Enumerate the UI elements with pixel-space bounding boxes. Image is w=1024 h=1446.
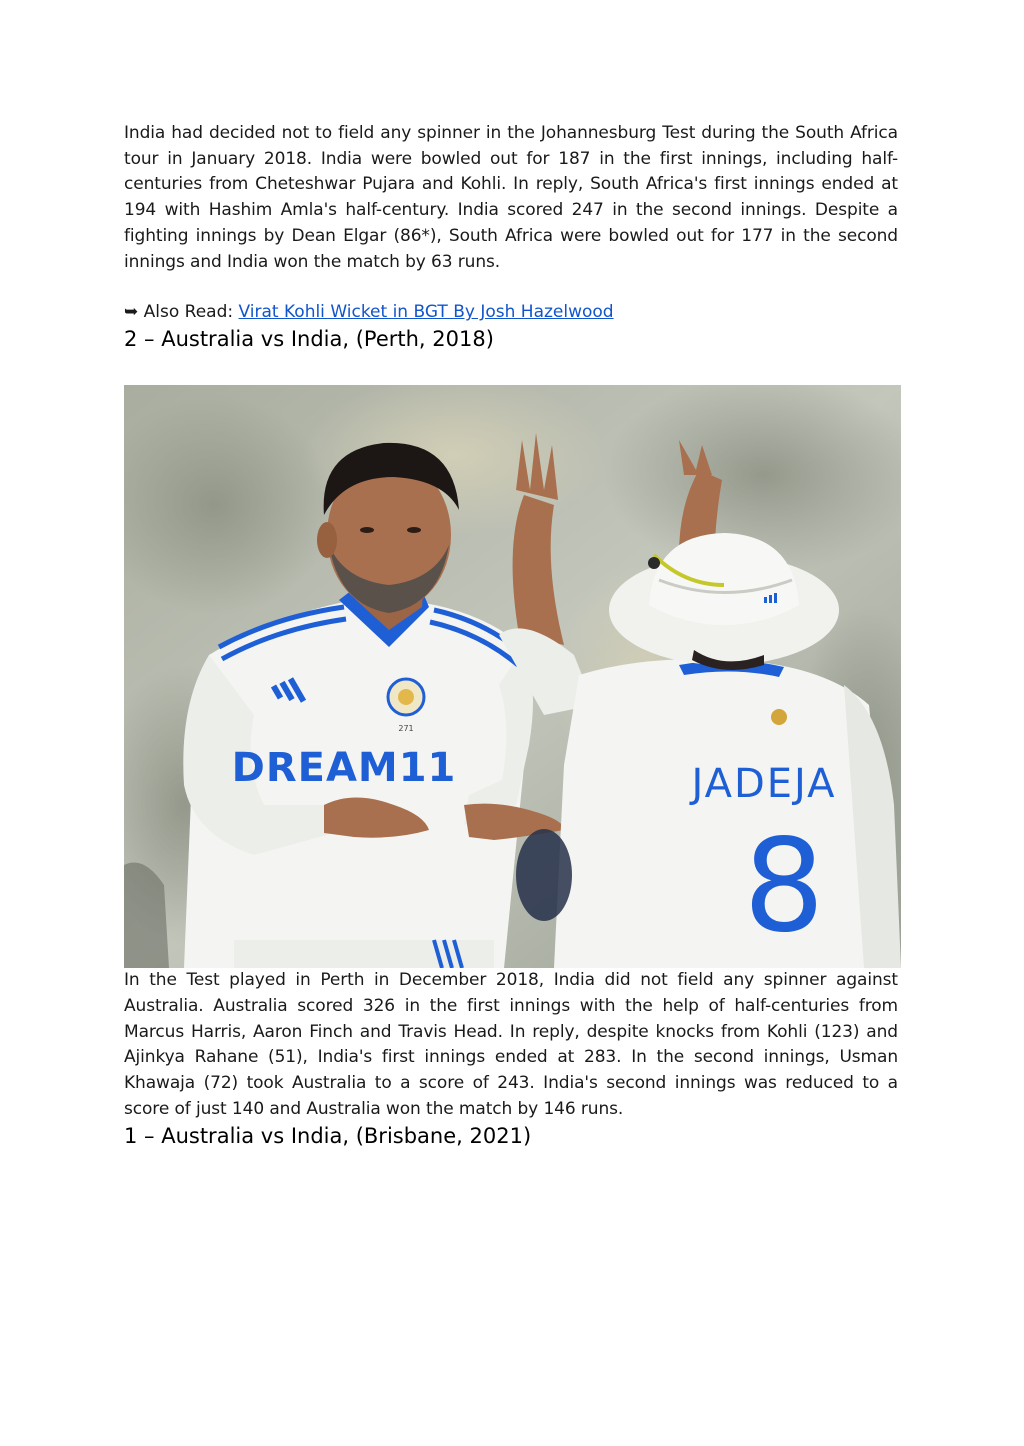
shirt-sponsor-text: DREAM11 bbox=[231, 745, 457, 792]
shirt-number-small: 271 bbox=[398, 724, 414, 734]
also-read-line bbox=[124, 299, 898, 325]
heading-brisbane: 1 – Australia vs India, (Brisbane, 2021) bbox=[124, 1124, 532, 1149]
heading-perth: 2 – Australia vs India, (Perth, 2018) bbox=[124, 327, 494, 352]
paragraph-johannesburg: India had decided not to field any spinner in the Johannesburg Test during the South Africa tour in January 2018. India were bowled out for 187 in the first innings, including half-centuries from Cheteshwar Pujara and Kohli. In reply, South Africa's first innings ended at 194 with Hashim Amla's half-century. India scored 247 in the second innings. Despite a fighting innings by Dean Elgar (86*), South Africa were bowled out for 177 in the second innings and India won the match by 63 runs. bbox=[124, 123, 898, 272]
also-read-label: Also Read: bbox=[143, 302, 234, 323]
back-number-text: 8 bbox=[743, 812, 825, 962]
also-read-link[interactable]: Virat Kohli Wicket in BGT By Josh Hazelwood bbox=[238, 302, 614, 323]
article-photo bbox=[124, 385, 901, 968]
arrow-icon: ➥ bbox=[124, 302, 139, 323]
paragraph-perth: In the Test played in Perth in December 2018, India did not field any spinner against Australia. Australia scored 326 in the first innings with the help of half-centuries from Marcus Harris, Aaron Finch and Travis Head. In reply, despite knocks from Kohli (123) and Ajinkya Rahane (51), India's first innings ended at 283. In the second innings, Usman Khawaja (72) took Australia to a score of 243. India's second innings was reduced to a score of just 140 and Australia won the match by 146 runs. bbox=[124, 970, 898, 1119]
back-name-text: JADEJA bbox=[691, 761, 837, 808]
article-page bbox=[124, 121, 898, 1150]
